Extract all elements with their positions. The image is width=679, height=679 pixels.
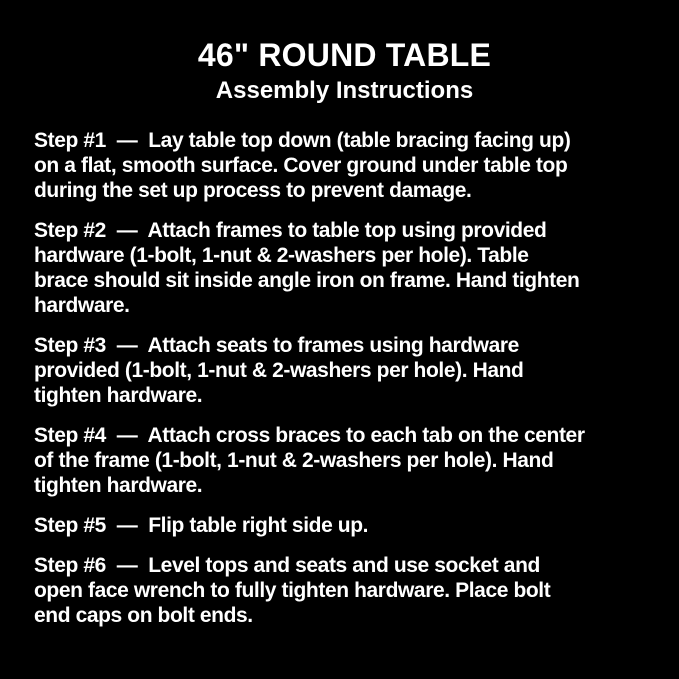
step-line: Step #3 — Attach seats to frames using hardware — [34, 334, 519, 357]
header — [34, 36, 655, 106]
step-6 — [34, 553, 655, 628]
step-4 — [34, 423, 655, 498]
step-line: brace should sit inside angle iron on frame. Hand tighten — [34, 269, 580, 292]
step-line: Step #2 — Attach frames to table top using provided — [34, 219, 547, 242]
step-line: provided (1-bolt, 1-nut & 2-washers per hole). Hand — [34, 359, 524, 382]
step-line: Step #4 — Attach cross braces to each tab on the center — [34, 424, 585, 447]
step-line: open face wrench to fully tighten hardware. Place bolt — [34, 579, 551, 602]
step-3 — [34, 333, 655, 408]
page-subtitle: Assembly Instructions — [215, 77, 474, 104]
steps-list — [34, 128, 655, 628]
step-line: Step #6 — Level tops and seats and use socket and — [34, 554, 540, 577]
step-2 — [34, 218, 655, 318]
step-line: tighten hardware. — [34, 474, 203, 497]
page-title: 46" ROUND TABLE — [197, 37, 492, 73]
step-line: during the set up process to prevent damage. — [34, 179, 472, 202]
step-line: hardware. — [34, 294, 130, 317]
step-line: Step #5 — Flip table right side up. — [34, 514, 369, 537]
step-5 — [34, 513, 655, 538]
step-1 — [34, 128, 655, 203]
step-line: tighten hardware. — [34, 384, 203, 407]
step-line: of the frame (1-bolt, 1-nut & 2-washers per hole). Hand — [34, 449, 554, 472]
step-line: on a flat, smooth surface. Cover ground under table top — [34, 154, 568, 177]
step-line: Step #1 — Lay table top down (table bracing facing up) — [34, 129, 571, 152]
step-line: end caps on bolt ends. — [34, 604, 253, 627]
step-line: hardware (1-bolt, 1-nut & 2-washers per hole). Table — [34, 244, 529, 267]
